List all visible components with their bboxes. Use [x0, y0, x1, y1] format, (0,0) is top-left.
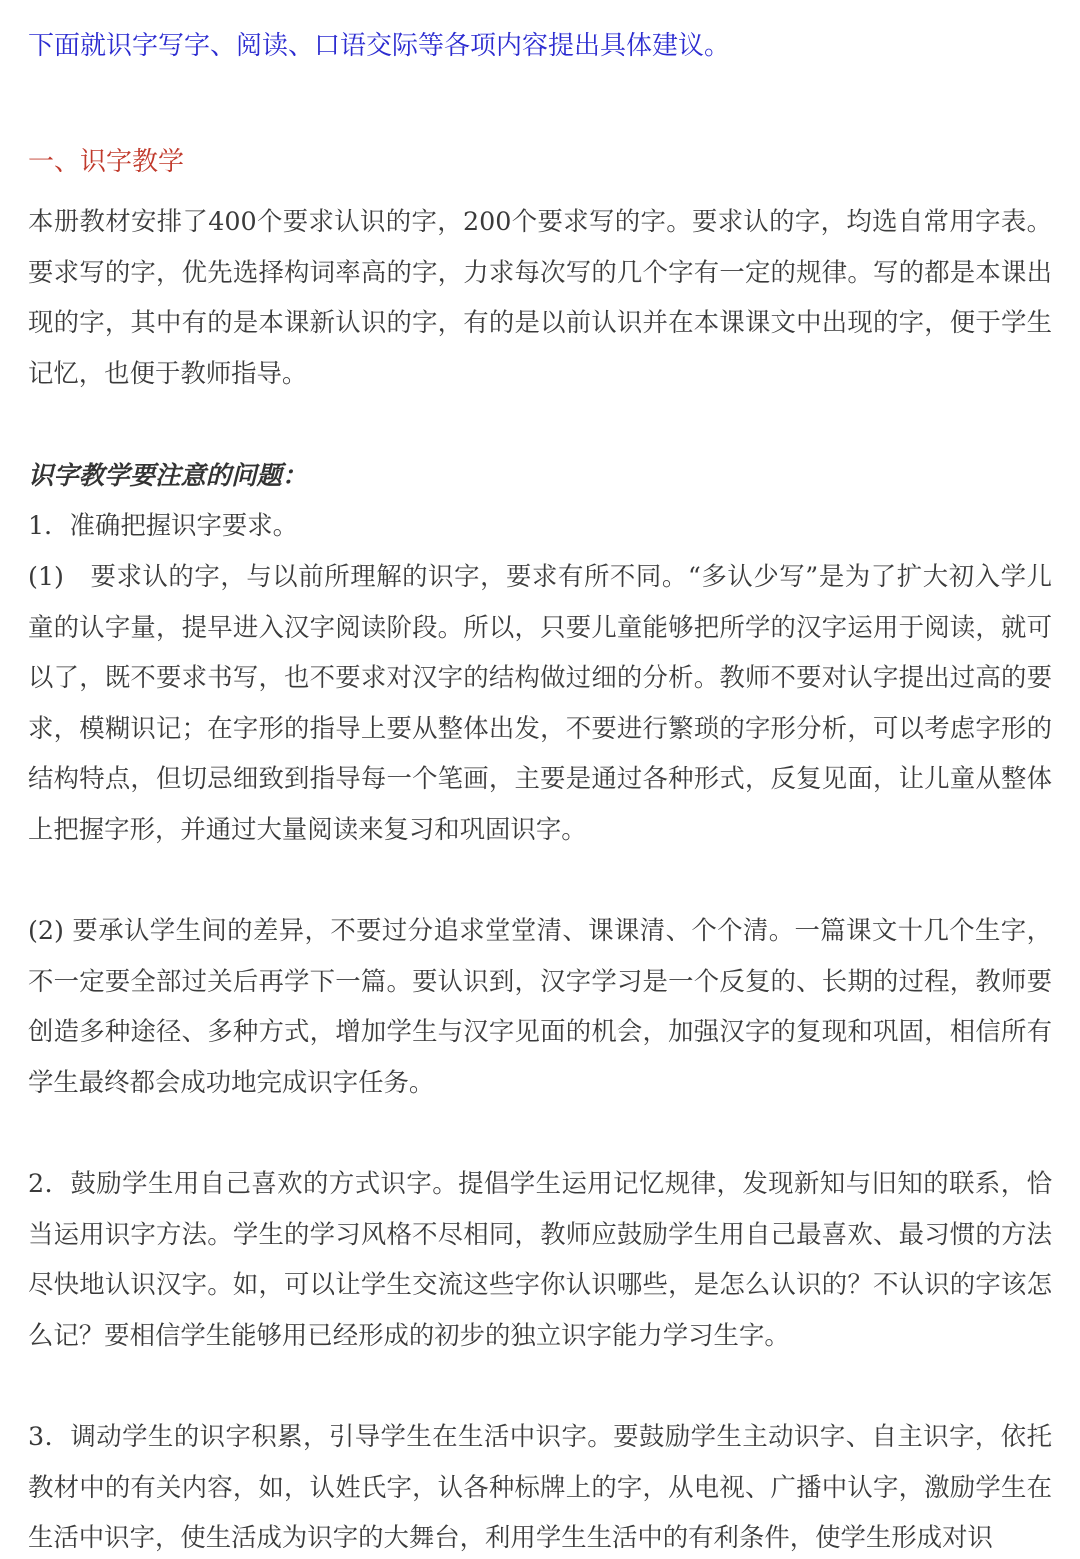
intro-line: 下面就识字写字、阅读、口语交际等各项内容提出具体建议。 [28, 31, 731, 61]
item-1-title: 1．准确把握识字要求。 [28, 510, 299, 540]
subheading: 识字教学要注意的问题： [28, 460, 308, 490]
item-3-paragraph: 3．调动学生的识字积累，引导学生在生活中识字。要鼓励学生主动识字、自主识字，依托教材中的有关内容，如，认姓氏字，认各种标牌上的字，从电视、广播中认字，激励学生在生活中识字，使生活成为识字的大舞台，利用学生生活中的有利条件，使学生形成对识 [28, 1421, 1052, 1553]
section-heading: 一、识字教学 [28, 147, 185, 177]
item-1-paragraph-1: (1) 要求认的字，与以前所理解的识字，要求有所不同。“多认少写”是为了扩大初入学儿童的认字量，提早进入汉字阅读阶段。所以，只要儿童能够把所学的汉字运用于阅读，就可以了，既不要求书写，也不要求对汉字的结构做过细的分析。教师不要对认字提出过高的要求，模糊识记；在字形的指导上要从整体出发，不要进行繁琐的字形分析，可以考虑字形的结构特点，但切忌细致到指导每一个笔画，主要是通过各种形式，反复见面，让儿童从整体上把握字形，并通过大量阅读来复习和巩固识字。 [28, 561, 1052, 844]
item-2-paragraph: 2．鼓励学生用自己喜欢的方式识字。提倡学生运用记忆规律，发现新知与旧知的联系，恰当运用识字方法。学生的学习风格不尽相同，教师应鼓励学生用自己最喜欢、最习惯的方法尽快地认识汉字。如，可以让学生交流这些字你认识哪些，是怎么认识的？不认识的字该怎么记？要相信学生能够用已经形成的初步的独立识字能力学习生字。 [28, 1168, 1052, 1350]
item-3-clip [0, 1411, 1080, 1559]
item-1-paragraph-2: (2) 要承认学生间的差异，不要过分追求堂堂清、课课清、个个清。一篇课文十几个生字，不一定要全部过关后再学下一篇。要认识到，汉字学习是一个反复的、长期的过程，教师要创造多种途径、多种方式，增加学生与汉字见面的机会，加强汉字的复现和巩固，相信所有学生最终都会成功地完成识字任务。 [28, 915, 1052, 1097]
section-body-paragraph: 本册教材安排了400个要求认识的字，200个要求写的字。要求认的字，均选自常用字表。要求写的字，优先选择构词率高的字，力求每次写的几个字有一定的规律。写的都是本课出现的字，其中有的是本课新认识的字，有的是以前认识并在本课课文中出现的字，便于学生记忆，也便于教师指导。 [28, 206, 1052, 388]
